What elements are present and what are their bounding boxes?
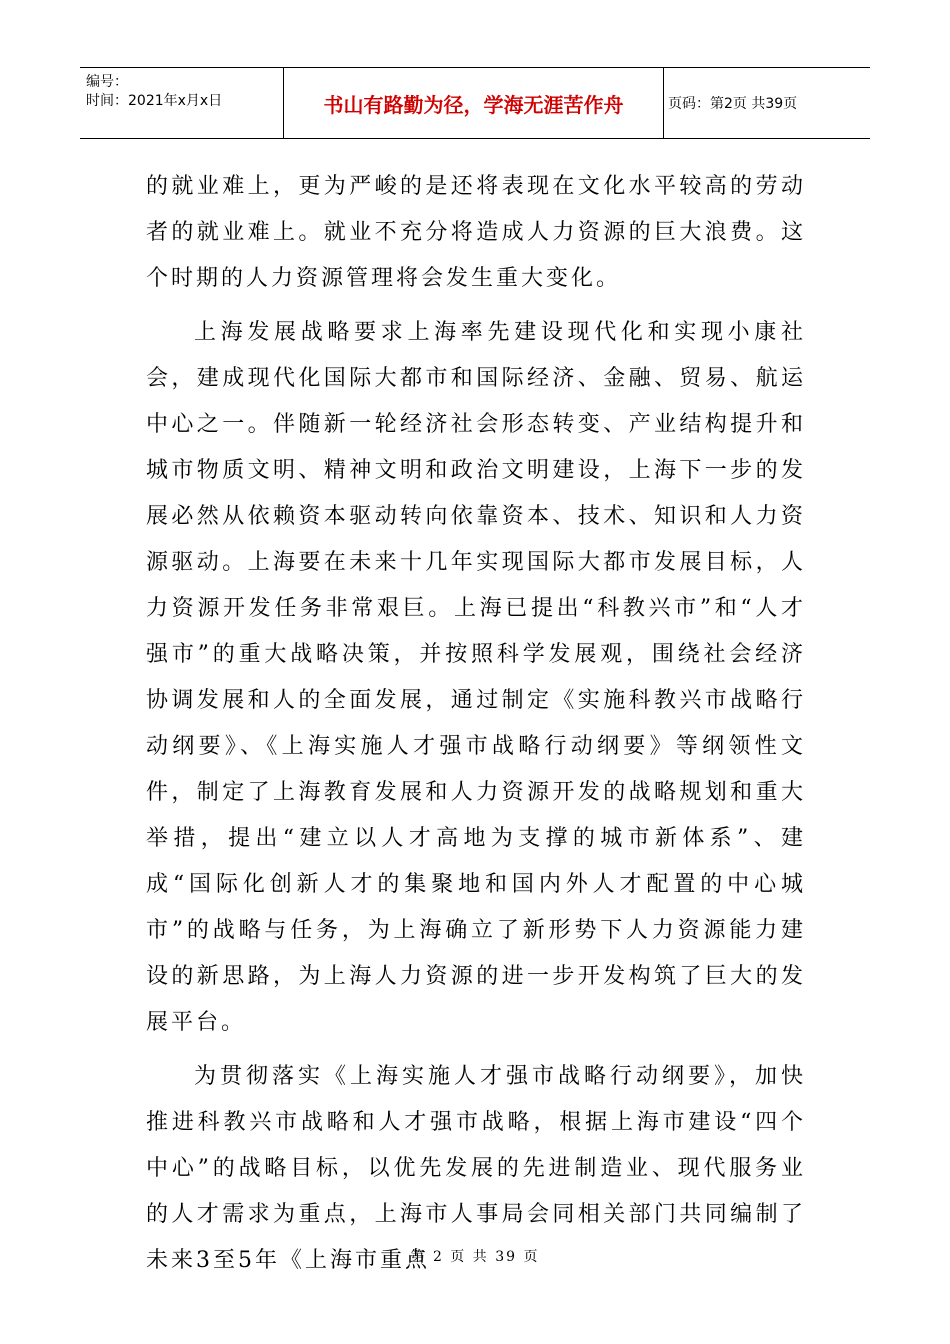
header-meta-cell: [80, 68, 284, 138]
time-label: 时间：2021年x月x日: [86, 93, 223, 109]
paragraph-2: 上海发展战略要求上海率先建设现代化和实现小康社会，建成现代化国际大都市和国际经济、金融、贸易、航运中心之一。伴随新一轮经济社会形态转变、产业结构提升和城市物质文明、精神文明和政治文明建设，上海下一步的发展必然从依赖资本驱动转向依靠资本、技术、知识和人力资源驱动。上海要在未来十几年实现国际大都市发展目标，人力资源开发任务非常艰巨。上海已提出“科教兴市”和“人才强市”的重大战略决策，并按照科学发展观，围绕社会经济协调发展和人的全面发展，通过制定《实施科教兴市战略行动纲要》、《上海实施人才强市战略行动纲要》等纲领性文件，制定了上海教育发展和人力资源开发的战略规划和重大举措，提出“建立以人才高地为支撑的城市新体系”、建成“国际化创新人才的集聚地和国内外人才配置的中心城市”的战略与任务，为上海确立了新形势下人力资源能力建设的新思路，为上海人力资源的进一步开发构筑了巨大的发展平台。: [146, 320, 806, 1035]
number-label: 编号：: [86, 74, 128, 90]
motto-text: 书山有路勤为径，学海无涯苦作舟: [323, 92, 624, 117]
paragraph-1: 的就业难上，更为严峻的是还将表现在文化水平较高的劳动者的就业难上。就业不充分将造成人力资源的巨大浪费。这个时期的人力资源管理将会发生重大变化。: [146, 174, 806, 291]
page-info: 页码：第2页 共39页: [668, 96, 798, 112]
paragraph-3: 为贯彻落实《上海实施人才强市战略行动纲要》，加快推进科教兴市战略和人才强市战略，根据上海市建设“四个中心”的战略目标，以优先发展的先进制造业、现代服务业的人才需求为重点，上海市人事局会同相关部门共同编制了未来3至5年《上海市重点: [146, 1064, 806, 1273]
page-footer: [0, 1246, 950, 1266]
header-motto-cell: [284, 68, 664, 138]
header-page-cell: [664, 68, 870, 138]
footer-page-number: 第 2 页 共 39 页: [410, 1249, 540, 1265]
document-body: [146, 164, 806, 1292]
document-header: [80, 67, 870, 139]
